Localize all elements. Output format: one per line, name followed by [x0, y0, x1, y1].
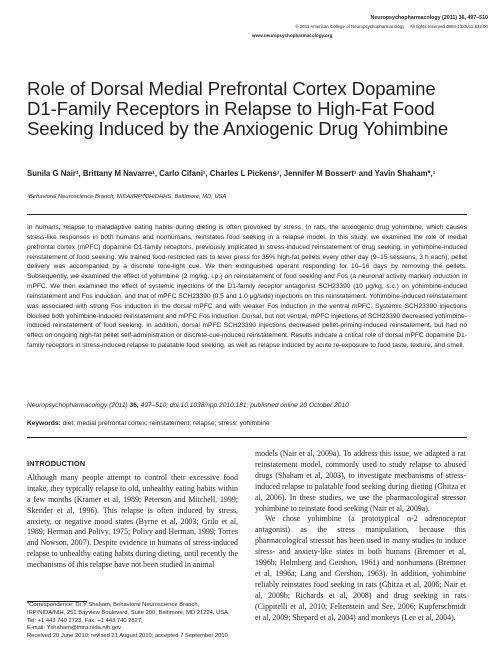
- journal-citation-header: Neuropsychopharmacology (2011) 36, 497–510: [370, 15, 488, 21]
- correspondence-email[interactable]: E-mail: Yshaham@intra.nida.nih.gov: [27, 625, 122, 632]
- intro-paragraph-1-continued: models (Nair et al, 2009a). To address this issue, we adapted a rat reinstatement model, commonly used to study relapse to abused drugs (Shaham et al, 2003), to investigate mechanisms of stress-induced relapse to palatable food seeking during dieting (Ghitza et al, 2006). In these studies, we use the pharmacological stressor yohimbine to reinstate food seeking (Nair et al, 2009a).: [255, 449, 466, 513]
- intro-paragraph-2: We chose yohimbine (a prototypical α-2 adrenoceptor antagonist) as the stress manipulation, because this pharmacological stressor has been used in many studies to induce stress- and anxiety-like states in both humans (Bremner et al, 1996b; Holmberg and Gershon, 1961) and nonhumans (Bremner et al, 1996a; Lang and Gershon, 1963). In addition, yohimbine reliably reinstates food seeking in rats (Ghitza et al, 2006; Nair et al, 2009b; Richards et al, 2008) and drug seeking in rats (Cippitelli et al, 2010; Feltenstein and See, 2006; Kupferschmidt et al, 2009; Shepard et al, 2004) and monkeys (Lee et al, 2004).: [255, 514, 466, 622]
- copyright-text: © 2011 American College of Neuropsychopharmacology: [295, 24, 405, 29]
- citation-details: 497–510; doi:10.1038/npp.2010.181; published online 20 October 2010: [140, 402, 349, 409]
- abstract-bottom-rule: [27, 437, 467, 438]
- author-list: Sunila G Nair¹, Brittany M Navarre¹, Carlo Cifani¹, Charles L Pickens¹, Jennifer M Bossert¹ and Yavin Shaham*,¹: [27, 169, 436, 178]
- intro-heading: INTRODUCTION: [27, 459, 86, 468]
- keywords-text: diet; medial prefrontal cortex; reinstatement; relapse; stress; yohimbine: [62, 420, 270, 427]
- copyright-line: [291, 24, 488, 29]
- received-dates: Received 20 June 2010; revised 21 August 2010; accepted 7 September 2010: [27, 633, 228, 640]
- citation-line: [27, 402, 467, 409]
- correspondence-address: *Correspondence: Dr Y Shaham, Behavioral Neuroscience Branch, IRP/NIDA/NIH, 251 Bayview Boulevard, Suite 200, Baltimore, MD 21224, USA, Tel: +1 443 740 2723, Fax: +1 443 740 2827,: [27, 602, 230, 624]
- journal-url[interactable]: www.neuropsychopharmacology.org: [252, 33, 333, 38]
- affiliation: ¹Behavioral Neuroscience Branch, NIDA/IRP/NIH/DHHS, Baltimore, MD, USA: [27, 194, 227, 200]
- keywords-line: [27, 420, 467, 427]
- left-column: [27, 459, 238, 571]
- abstract-top-rule: [27, 214, 467, 215]
- intro-paragraph-1: Although many people attempt to control their excessive food intake, they typically relapse to old, unhealthy eating habits within a few months (Kramer et al, 1989; Peterson and Mitchell, 1999; Skender et al, 1996). This relapse is often induced by stress, anxiety, or negative mood states (Byrne et al, 2003; Grilo et al, 1989; Herman and Polivy, 1975; Polivy and Herman, 1999; Torres and Nowson, 2007). Despite evidence in humans of stress-induced relapse to unhealthy eating habits during dieting, until recently the mechanisms of this relapse have not been studied in animal: [27, 472, 238, 570]
- citation-volume: 36,: [129, 402, 139, 409]
- citation-year: (2011): [109, 402, 128, 409]
- citation-journal: Neuropsychopharmacology: [27, 402, 108, 409]
- abstract-text: In humans, relapse to maladaptive eating habits during dieting is often provoked by stress. In rats, the anxiogenic drug yohimbine, which causes stress-like responses in both humans and nonhumans, reinstates food seeking in a relapse model. In this study, we examined the role of medial prefrontal cortex (mPFC) dopamine D1-family receptors, previously implicated in stress-induced reinstatement of drug seeking, in yohimbine-induced reinstatement of food seeking. We trained food-restricted rats to lever press for 35% high-fat pellets every other day (9–15 sessions, 3 h each); pellet delivery was accompanied by a discrete tone-light cue. We then extinguished operant responding for 10–16 days by removing the pellets. Subsequently, we examined the effect of yohimbine (2 mg/kg, i.p.) on reinstatement of food seeking and Fos (a neuronal activity marker) induction in mPFC. We then examined the effect of systemic injections of the D1-family receptor antagonist SCH23390 (10 μg/kg, s.c.) on yohimbine-induced reinstatement and Fos induction, and that of mPFC SCH23390 (0.5 and 1.0 μg/side) injections on this reinstatement. Yohimbine-induced reinstatement was associated with strong Fos induction in the dorsal mPFC and with weaker Fos induction in the ventral mPFC. Systemic SCH23390 injections blocked both yohimbine-induced reinstatement and mPFC Fos induction. Dorsal, but not ventral, mPFC injections of SCH23390 decreased yohimbine-induced reinstatement of food seeking. In addition, dorsal mPFC SCH23390 injections decreased pellet-priming-induced reinstatement, but had no effect on ongoing high-fat pellet self-administration or discrete-cue-induced reinstatement. Results indicate a critical role of dorsal mPFC dopamine D1-family receptors in stress-induced relapse to palatable food seeking, as well as relapse induced by acute re-exposure to food taste, texture, and smell.: [27, 224, 467, 350]
- right-column: [255, 449, 466, 624]
- keywords-label: Keywords:: [27, 420, 61, 427]
- article-title: Role of Dorsal Medial Prefrontal Cortex Dopamine D1-Family Receptors in Relapse to High-Fat Food Seeking Induced by the Anxiogenic Drug Yohimbine: [27, 78, 449, 139]
- correspondence-footnote: [27, 602, 239, 641]
- rights-text: All rights reserved 0893-133X/11 $32.00: [409, 24, 488, 29]
